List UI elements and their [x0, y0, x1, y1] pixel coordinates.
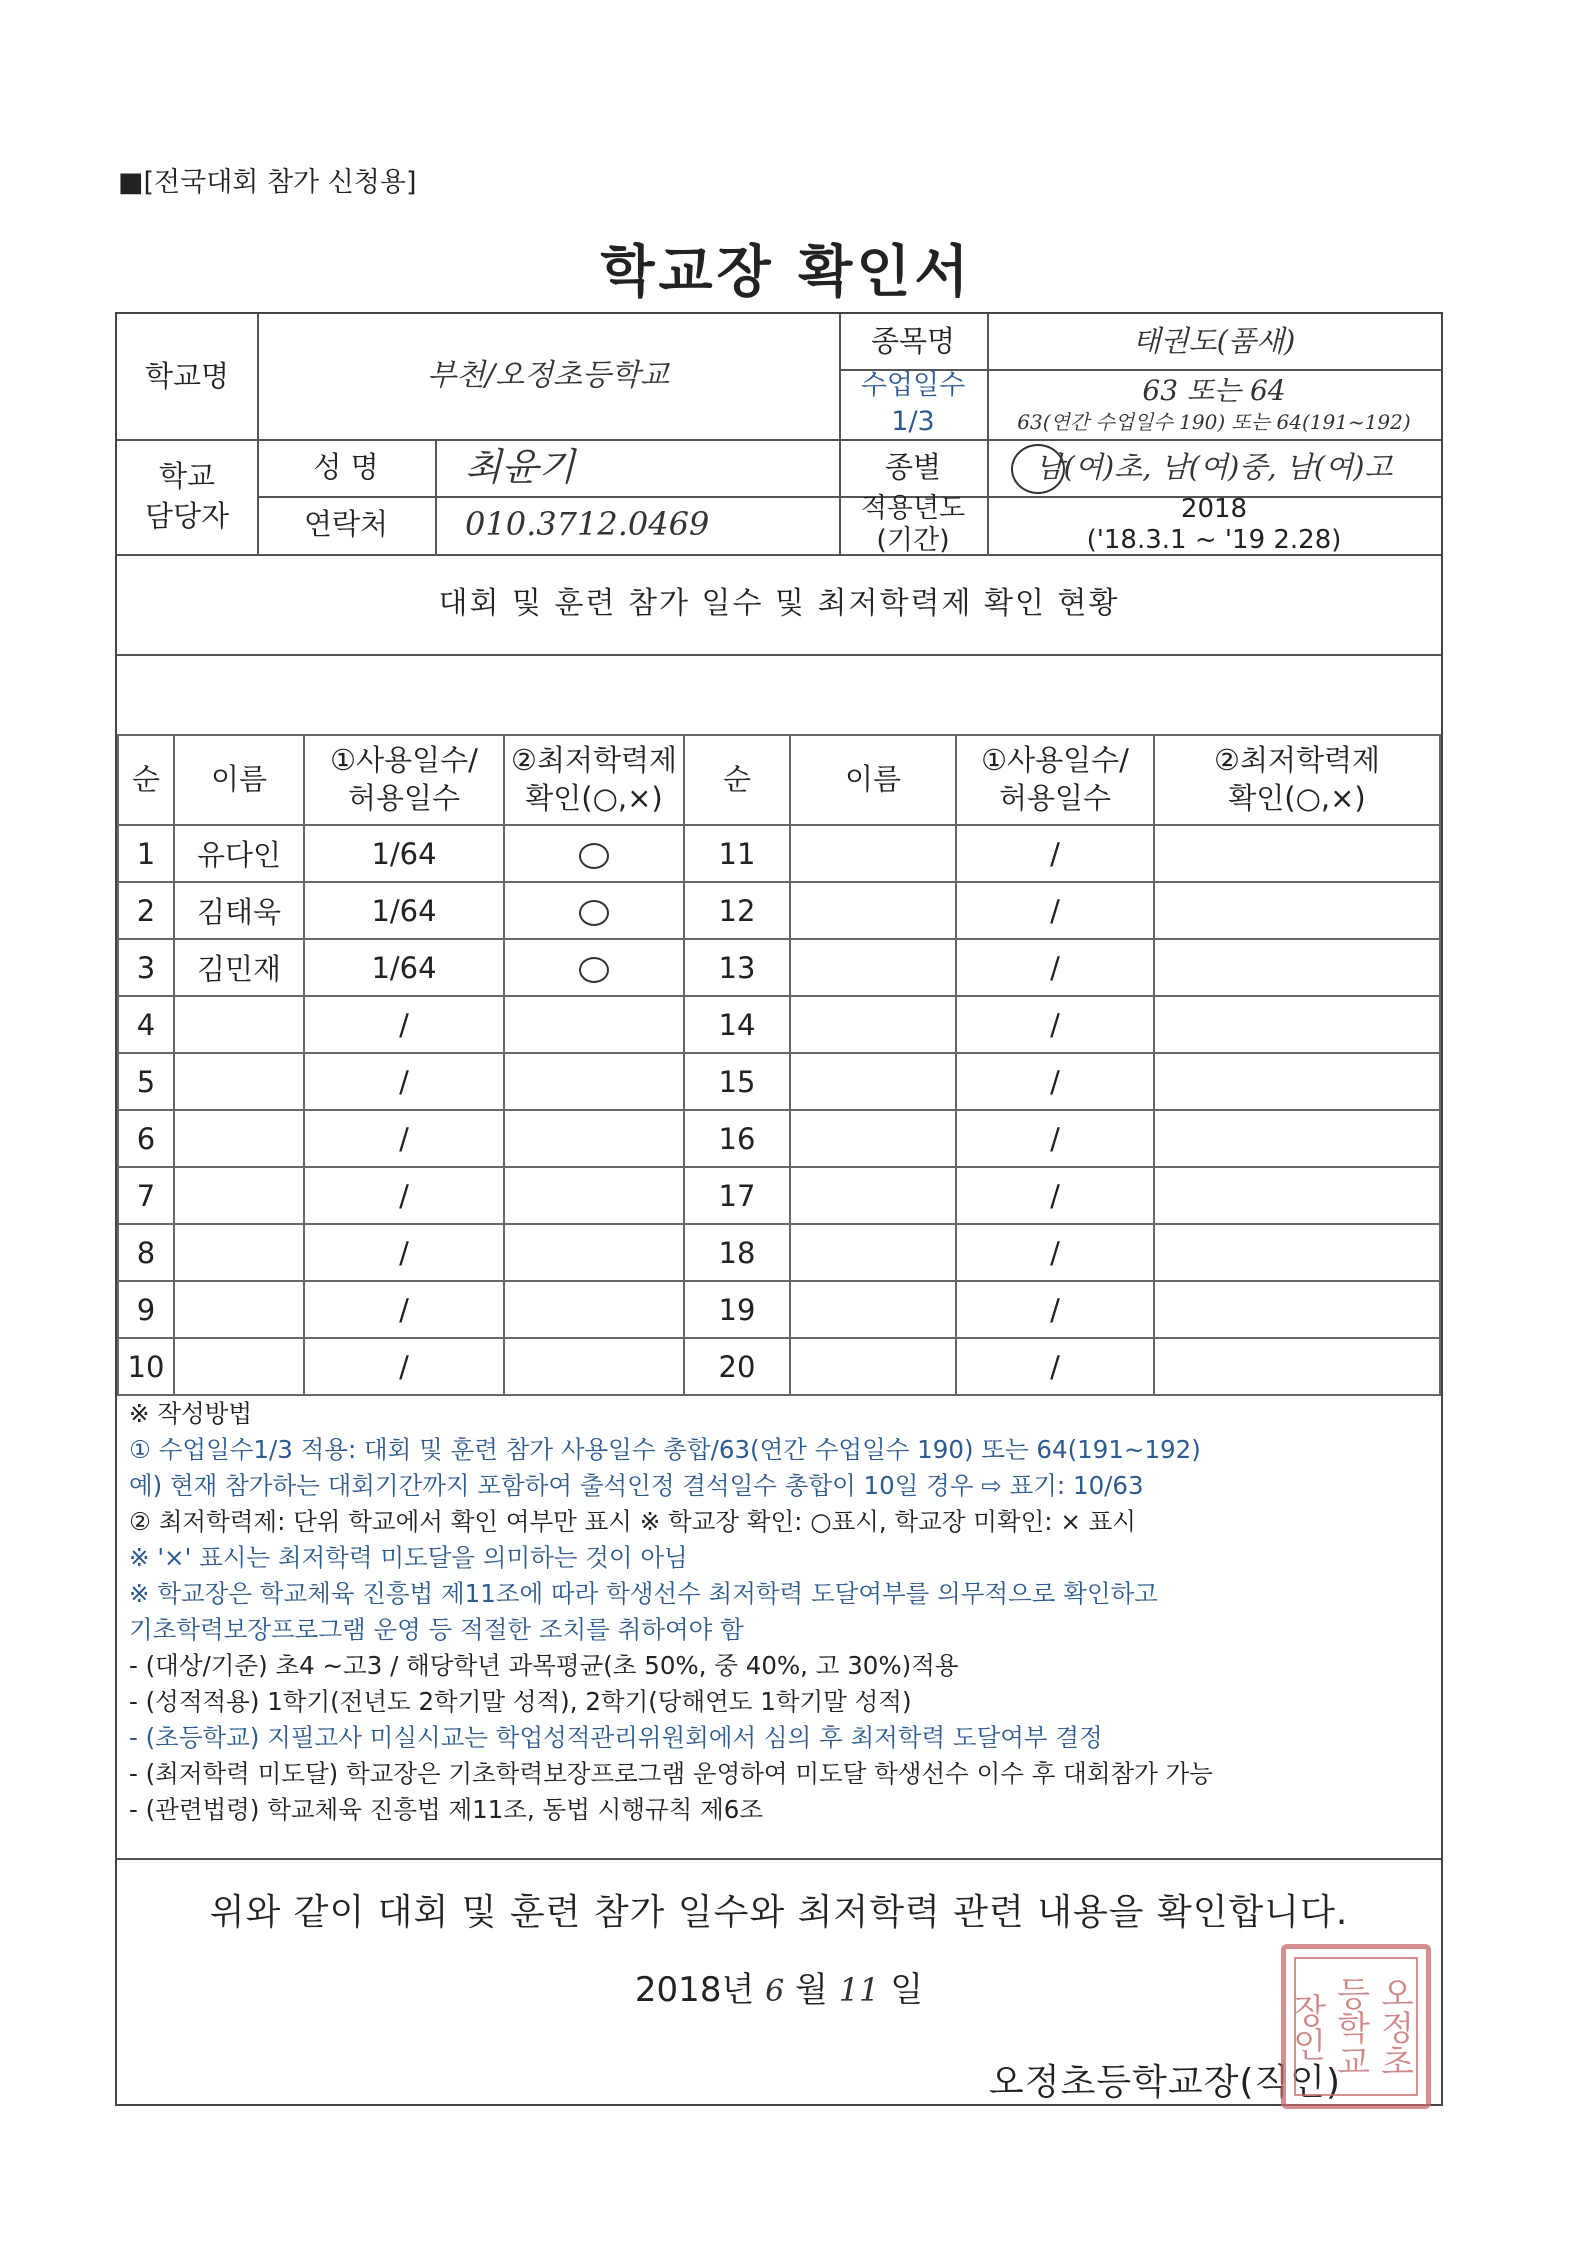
- row-days: 1/64: [304, 825, 504, 882]
- row-no: 3: [118, 939, 174, 996]
- confirmation-statement: 위와 같이 대회 및 훈련 참가 일수와 최저학력 관련 내용을 확인합니다.: [209, 1892, 1349, 1933]
- year-value: [987, 493, 1441, 555]
- row-check-2: [1154, 882, 1440, 939]
- row-days-2: /: [956, 996, 1154, 1053]
- row-name-2: [790, 1281, 956, 1338]
- date-day-label: 일: [890, 1970, 924, 2010]
- row-check: [504, 1281, 684, 1338]
- table-row: [118, 882, 1440, 939]
- table-row: [118, 1167, 1440, 1224]
- row-name-2: [790, 882, 956, 939]
- row-name: [174, 996, 304, 1053]
- row-days: 1/64: [304, 882, 504, 939]
- table-row: [118, 939, 1440, 996]
- gender-value-text: 남(여)초, 남(여)중, 남(여)고: [1035, 449, 1393, 484]
- row-check: [504, 939, 684, 996]
- school-name-value: 부천/오정초등학교: [427, 358, 669, 394]
- header-name: 이름: [174, 735, 304, 825]
- row-days-2: /: [956, 939, 1154, 996]
- official-seal-text: 오정초등학교장인: [1294, 1957, 1418, 2096]
- row-name-2: [790, 939, 956, 996]
- row-days: /: [304, 1338, 504, 1395]
- form-type-tag: ■[전국대회 참가 신청용]: [118, 167, 417, 198]
- header-no: 순: [118, 735, 174, 825]
- row-no-2: 12: [684, 882, 790, 939]
- row-no-2: 18: [684, 1224, 790, 1281]
- row-name: [174, 1110, 304, 1167]
- row-no: 7: [118, 1167, 174, 1224]
- row-no: 10: [118, 1338, 174, 1395]
- row-days: 1/64: [304, 939, 504, 996]
- header-check: ②최저학력제 확인(○,×): [504, 735, 684, 825]
- row-no-2: 14: [684, 996, 790, 1053]
- class-days-label-line1: 수업일수: [860, 369, 966, 401]
- row-name: [174, 1167, 304, 1224]
- class-days-value-note: 63(연간 수업일수 190) 또는 64(191~192): [1017, 410, 1411, 435]
- row-name-2: [790, 825, 956, 882]
- row-days: /: [304, 996, 504, 1053]
- row-check: [504, 1110, 684, 1167]
- row-no: 2: [118, 882, 174, 939]
- row-check-2: [1154, 939, 1440, 996]
- row-name: [174, 1053, 304, 1110]
- row-days: /: [304, 1110, 504, 1167]
- row-days-2: /: [956, 825, 1154, 882]
- class-days-value-main: 63 또는 64: [1142, 373, 1286, 407]
- row-name: 유다인: [174, 825, 304, 882]
- header-no-2: 순: [684, 735, 790, 825]
- row-no: 5: [118, 1053, 174, 1110]
- manager-label: [117, 439, 257, 554]
- table-header-row: [118, 735, 1440, 825]
- table-row: [118, 1281, 1440, 1338]
- instruction-line: ※ 학교장은 학교체육 진흥법 제11조에 따라 학생선수 최저학력 도달여부를 의무적으로 확인하고: [129, 1579, 1158, 1608]
- year-label-line2: (기간): [876, 525, 950, 556]
- document-title: 학교장 확인서: [600, 240, 973, 305]
- table-row: [118, 1338, 1440, 1395]
- participation-table: [117, 734, 1441, 1396]
- row-no: 4: [118, 996, 174, 1053]
- person-name-label: 성 명: [313, 449, 379, 484]
- class-days-label-line2: 1/3: [891, 406, 935, 437]
- date-year: 2018년: [634, 1970, 755, 2010]
- row-name-2: [790, 1110, 956, 1167]
- row-days: /: [304, 1167, 504, 1224]
- table-row: [118, 1053, 1440, 1110]
- contact-value: 010.3712.0469: [465, 505, 710, 544]
- row-days-2: /: [956, 882, 1154, 939]
- gender-label: 종별: [884, 449, 942, 484]
- row-days-2: /: [956, 1110, 1154, 1167]
- row-check: [504, 1053, 684, 1110]
- row-no-2: 20: [684, 1338, 790, 1395]
- row-check-2: [1154, 996, 1440, 1053]
- row-check-2: [1154, 1281, 1440, 1338]
- event-label: 종목명: [870, 323, 956, 358]
- confirmation-form: [115, 312, 1443, 2106]
- table-row: [118, 996, 1440, 1053]
- row-no-2: 19: [684, 1281, 790, 1338]
- header-days-2: ①사용일수/ 허용일수: [956, 735, 1154, 825]
- date-day-value: 11: [838, 1971, 880, 2009]
- row-check-2: [1154, 1110, 1440, 1167]
- instruction-line: ① 수업일수1/3 적용: 대회 및 훈련 참가 사용일수 총합/63(연간 수업일수 190) 또는 64(191~192): [129, 1435, 1201, 1464]
- table-row: [118, 1110, 1440, 1167]
- gender-circle-mark: [1011, 444, 1065, 494]
- check-circle-mark: [579, 957, 609, 983]
- row-check: [504, 1167, 684, 1224]
- row-no: 6: [118, 1110, 174, 1167]
- row-name-2: [790, 1053, 956, 1110]
- table-row: [118, 1224, 1440, 1281]
- official-seal: [1281, 1944, 1431, 2109]
- row-no-2: 13: [684, 939, 790, 996]
- issue-date: [117, 1962, 1441, 2011]
- instruction-line: ※ 작성방법: [129, 1399, 252, 1428]
- row-check-2: [1154, 1224, 1440, 1281]
- principal-signature: 오정초등학교장(직인): [988, 2062, 1341, 2103]
- row-check: [504, 1224, 684, 1281]
- header-check-2: ②최저학력제 확인(○,×): [1154, 735, 1440, 825]
- row-check-2: [1154, 1053, 1440, 1110]
- row-no-2: 16: [684, 1110, 790, 1167]
- row-check: [504, 882, 684, 939]
- school-name-label: 학교명: [144, 358, 230, 393]
- event-value: 태권도(품새): [1132, 323, 1296, 358]
- row-name: [174, 1338, 304, 1395]
- writing-instructions: [129, 1396, 1434, 1828]
- row-days-2: /: [956, 1338, 1154, 1395]
- instruction-line: - (성적적용) 1학기(전년도 2학기말 성적), 2학기(당해연도 1학기말 성적): [129, 1687, 912, 1716]
- manager-label-line1: 학교: [158, 459, 216, 494]
- row-name: [174, 1281, 304, 1338]
- row-name-2: [790, 1224, 956, 1281]
- section-title: 대회 및 훈련 참가 일수 및 최저학력제 확인 현황: [438, 585, 1120, 621]
- header-days: ①사용일수/ 허용일수: [304, 735, 504, 825]
- year-label-line1: 적용년도: [860, 492, 966, 524]
- check-circle-mark: [579, 900, 609, 926]
- row-check-2: [1154, 1338, 1440, 1395]
- row-no-2: 15: [684, 1053, 790, 1110]
- row-no: 1: [118, 825, 174, 882]
- class-days-label: [839, 369, 987, 439]
- instruction-line: - (대상/기준) 초4 ~고3 / 해당학년 과목평균(초 50%, 중 40%, 고 30%)적용: [129, 1651, 959, 1680]
- row-days: /: [304, 1053, 504, 1110]
- instruction-line: ※ '×' 표시는 최저학력 미도달을 의미하는 것이 아님: [129, 1543, 688, 1572]
- manager-label-line2: 담당자: [144, 498, 230, 533]
- header-name-2: 이름: [790, 735, 956, 825]
- instruction-line: ② 최저학력제: 단위 학교에서 확인 여부만 표시 ※ 학교장 확인: ○표시, 학교장 미확인: × 표시: [129, 1507, 1136, 1536]
- instruction-line: 기초학력보장프로그램 운영 등 적절한 조치를 취하여야 함: [129, 1615, 744, 1644]
- row-name: [174, 1224, 304, 1281]
- row-name-2: [790, 1338, 956, 1395]
- table-row: [118, 825, 1440, 882]
- row-name-2: [790, 996, 956, 1053]
- row-check: [504, 996, 684, 1053]
- year-value-line2: ('18.3.1 ~ '19 2.28): [1086, 525, 1342, 555]
- date-month-value: 6: [765, 1974, 785, 2009]
- row-no: 9: [118, 1281, 174, 1338]
- row-check: [504, 1338, 684, 1395]
- row-check-2: [1154, 825, 1440, 882]
- instruction-line: 예) 현재 참가하는 대회기간까지 포함하여 출석인정 결석일수 총합이 10일 경우 ⇨ 표기: 10/63: [129, 1471, 1144, 1500]
- year-value-line1: 2018: [1180, 493, 1248, 524]
- row-check-2: [1154, 1167, 1440, 1224]
- row-no-2: 17: [684, 1167, 790, 1224]
- check-circle-mark: [579, 843, 609, 869]
- row-name-2: [790, 1167, 956, 1224]
- row-no-2: 11: [684, 825, 790, 882]
- row-name: 김태욱: [174, 882, 304, 939]
- row-check: [504, 825, 684, 882]
- row-days-2: /: [956, 1224, 1154, 1281]
- instruction-line: - (초등학교) 지필고사 미실시교는 학업성적관리위원회에서 심의 후 최저학력 도달여부 결정: [129, 1723, 1103, 1752]
- row-days-2: /: [956, 1281, 1154, 1338]
- instruction-line: - (관련법령) 학교체육 진흥법 제11조, 동법 시행규칙 제6조: [129, 1795, 764, 1824]
- year-label: [839, 492, 987, 556]
- row-no: 8: [118, 1224, 174, 1281]
- class-days-value: [987, 369, 1441, 439]
- person-name-value: 최윤기: [465, 444, 576, 489]
- instruction-line: - (최저학력 미도달) 학교장은 기초학력보장프로그램 운영하여 미도달 학생선수 이수 후 대회참가 가능: [129, 1759, 1213, 1788]
- date-month-label: 월: [795, 1970, 828, 2010]
- row-days-2: /: [956, 1053, 1154, 1110]
- row-days: /: [304, 1281, 504, 1338]
- row-days-2: /: [956, 1167, 1154, 1224]
- row-days: /: [304, 1224, 504, 1281]
- contact-label: 연락처: [303, 507, 389, 542]
- row-name: 김민재: [174, 939, 304, 996]
